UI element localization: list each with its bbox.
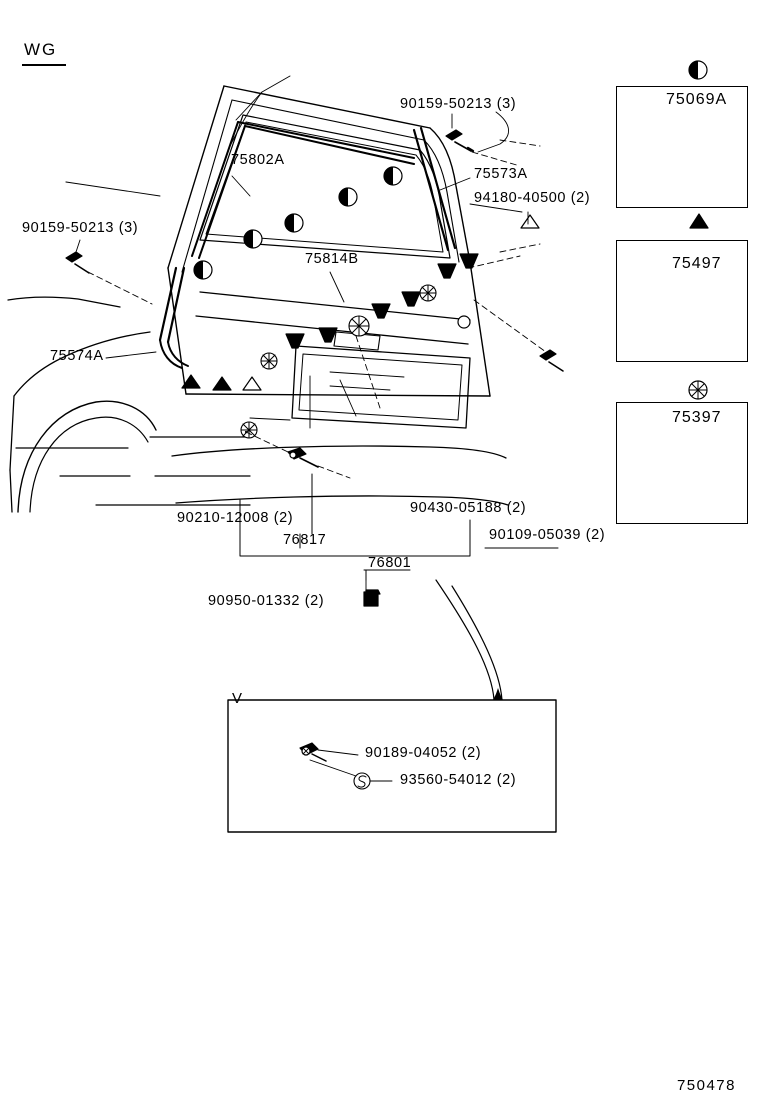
callout-90189-04052: 90189-04052 (2) [365, 745, 482, 761]
inset-label-75497: 75497 [672, 255, 722, 272]
sub-panel-marker-v: V [232, 690, 244, 707]
callout-75574a: 75574A [50, 348, 104, 364]
callout-90159-50213-left: 90159-50213 (3) [22, 220, 139, 236]
callout-90210-12008: 90210-12008 (2) [177, 510, 294, 526]
callout-76817: 76817 [283, 532, 327, 548]
callout-90159-50213-top: 90159-50213 (3) [400, 96, 517, 112]
callout-75802a: 75802A [231, 152, 285, 168]
inset-label-75397: 75397 [672, 409, 722, 426]
callout-90950-01332: 90950-01332 (2) [208, 593, 325, 609]
callout-93560-54012: 93560-54012 (2) [400, 772, 517, 788]
inset-label-75069a: 75069A [666, 91, 728, 108]
figure-number: 750478 [676, 1077, 736, 1094]
callout-76801: 76801 [368, 555, 412, 571]
callout-90430-05188: 90430-05188 (2) [410, 500, 527, 516]
callout-90109-05039: 90109-05039 (2) [489, 527, 606, 543]
section-label: WG [24, 40, 58, 59]
callout-75814b: 75814B [305, 251, 359, 267]
callout-75573a: 75573A [474, 166, 528, 182]
callout-94180-40500: 94180-40500 (2) [474, 190, 591, 206]
